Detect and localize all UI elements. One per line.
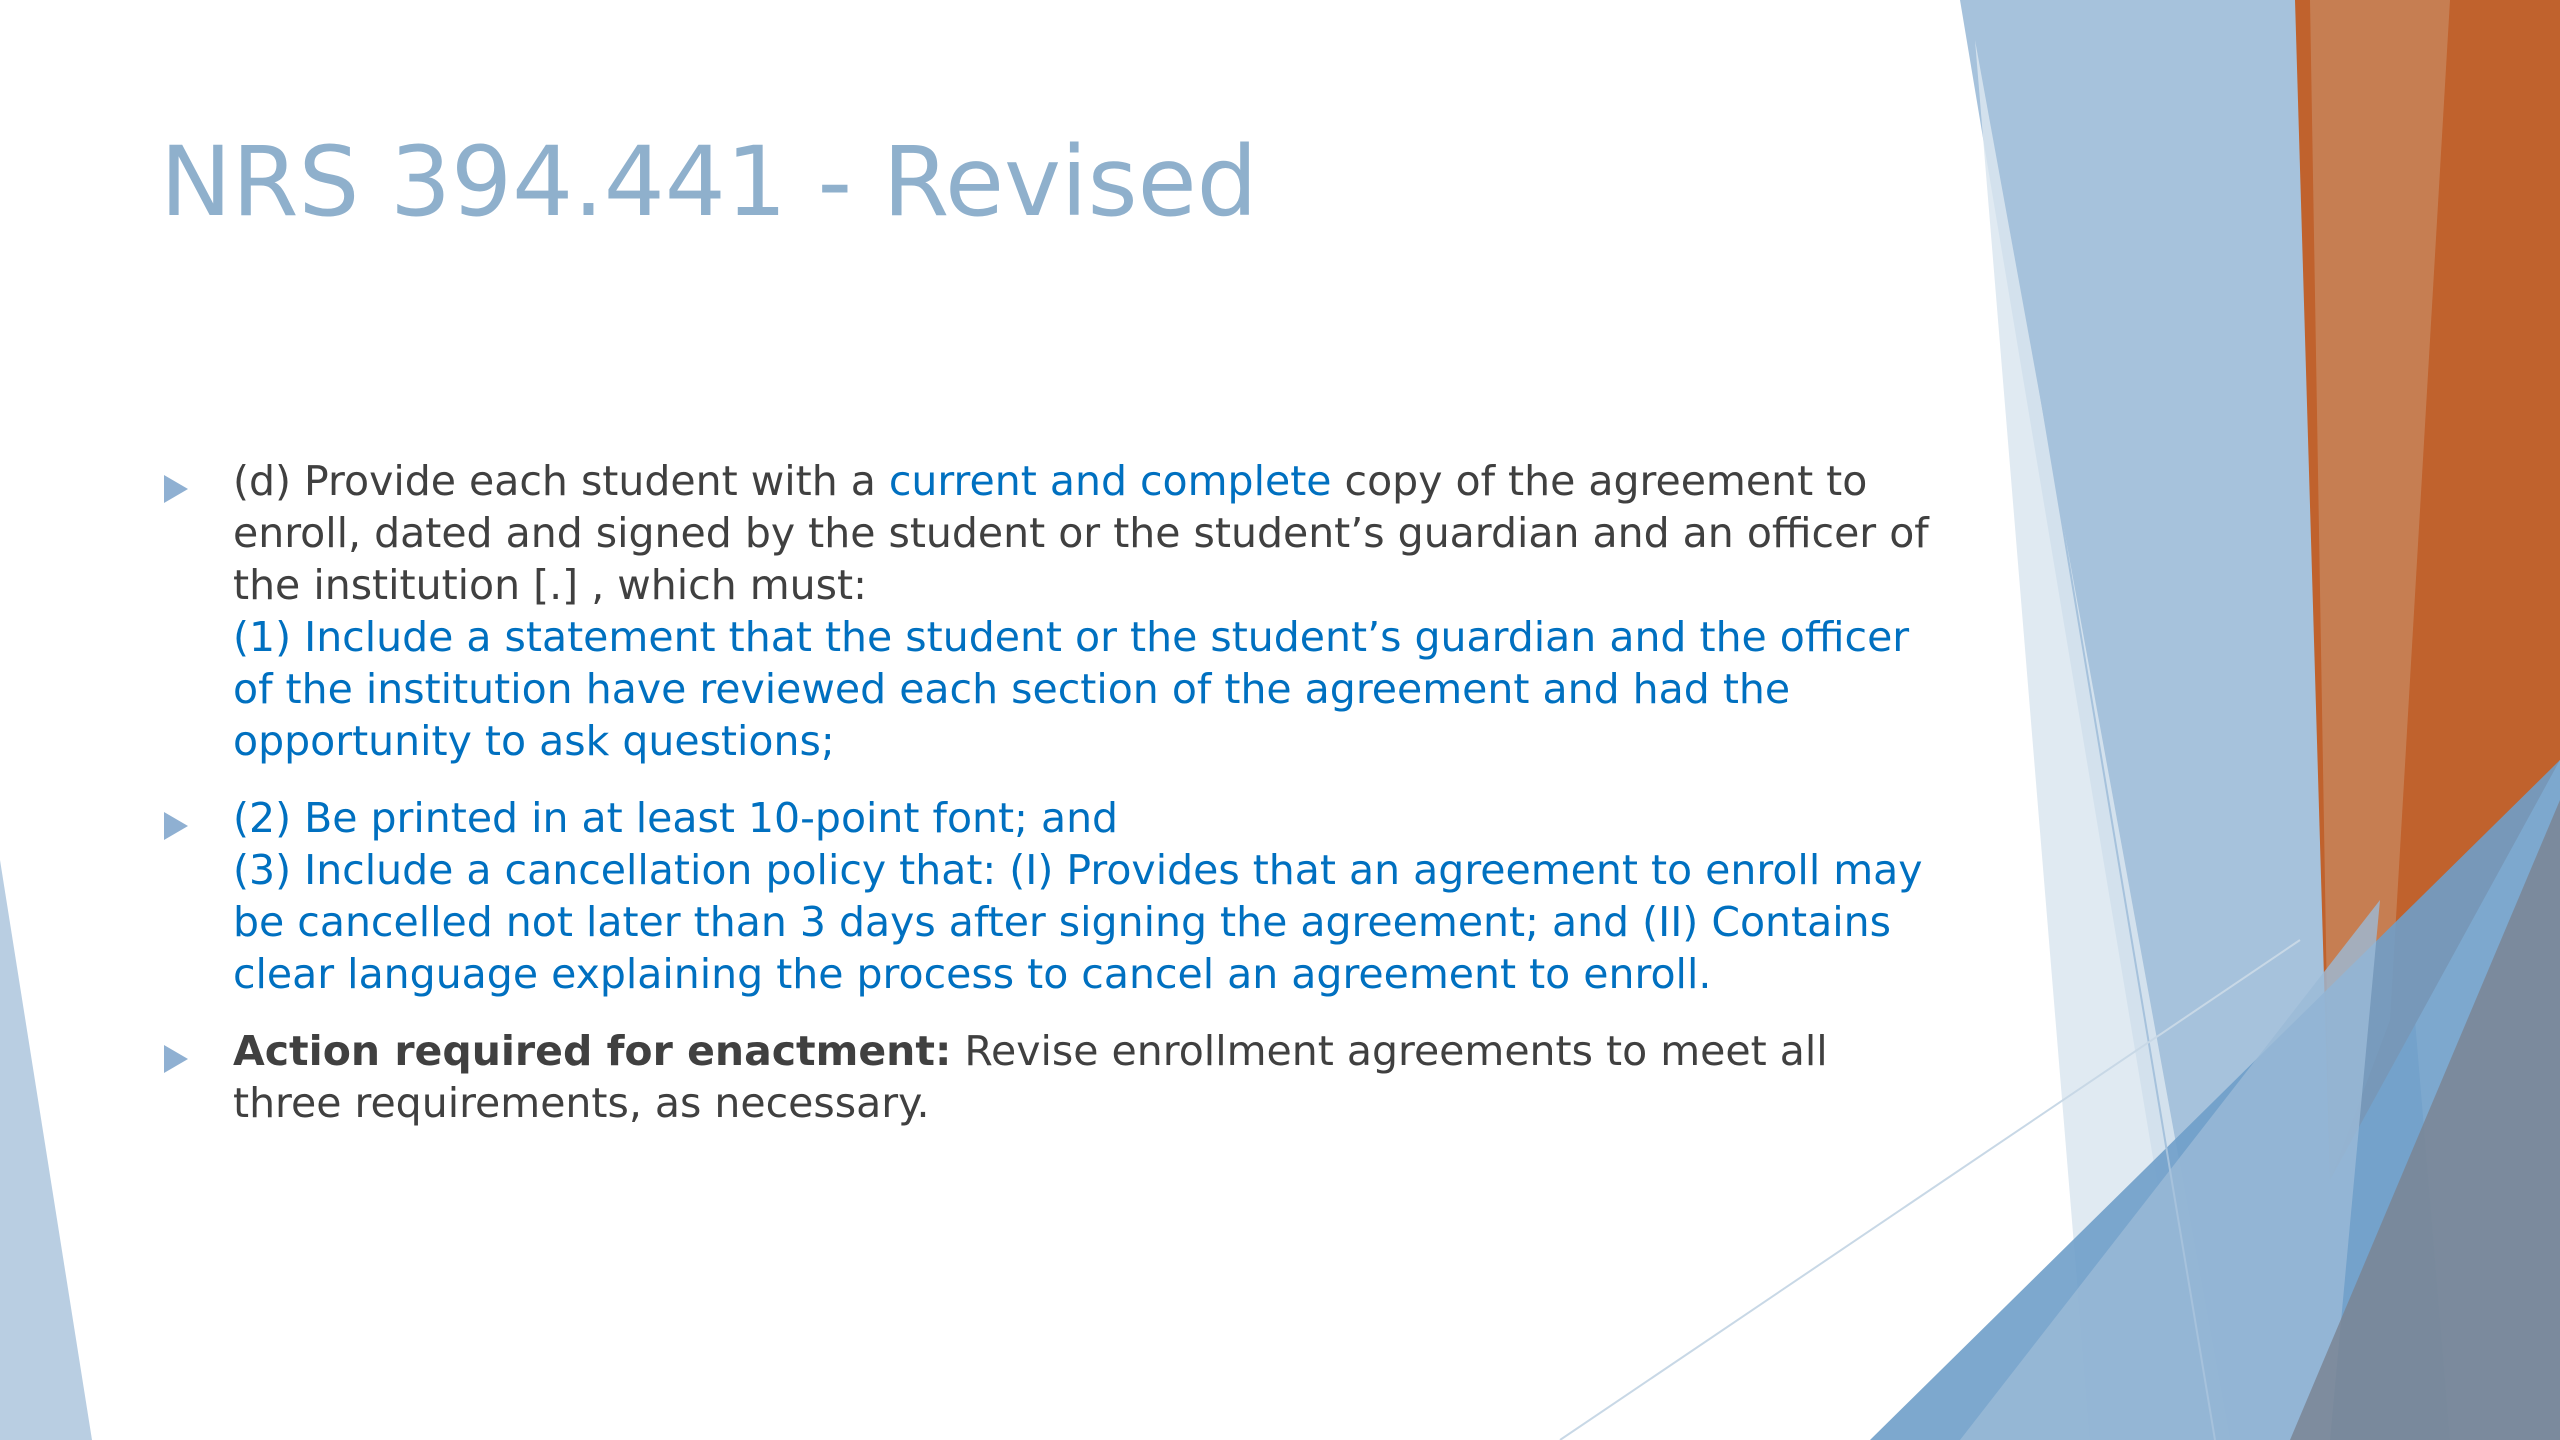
action-label: Action required for enactment: xyxy=(233,1027,952,1075)
bullet-subparagraph: (3) Include a cancellation policy that: (I) Provides that an agreement to enroll may be cancelled not later than 3 days after signing the agreement; and (II) Contains clear language explaining the process to cancel an agreement to enroll. xyxy=(233,846,1923,998)
bullet-arrow-icon xyxy=(164,475,188,503)
left-accent-shape xyxy=(0,860,92,1440)
action-text: Revise enrollment agreements to meet all three requirements, as necessary. xyxy=(233,1027,1828,1127)
bullet-item xyxy=(160,792,1930,1000)
bullet-subparagraph: (1) Include a statement that the student or the student’s guardian and the officer of the institution have reviewed each section of the agreement and had the opportunity to ask questions; xyxy=(233,613,1910,765)
bullet-item xyxy=(160,455,1930,767)
bullet-arrow-icon xyxy=(164,1045,188,1073)
slide-title: NRS 394.441 - Revised xyxy=(160,126,1258,238)
bullet-arrow-icon xyxy=(164,812,188,840)
bullet-highlight-text: current and complete xyxy=(888,457,1332,505)
bullet-paragraph xyxy=(233,455,1930,611)
slide-content xyxy=(160,455,1930,1154)
bullet-paragraph xyxy=(233,1025,1930,1129)
bullet-paragraph: (2) Be printed in at least 10-point font; and xyxy=(233,794,1119,842)
bullet-text: (d) Provide each student with a xyxy=(233,457,889,505)
bullet-text: copy of the agreement to enroll, dated and signed by the student or the student’s guardian and an officer of the institution [.] , which must: xyxy=(233,457,1929,609)
bullet-item xyxy=(160,1025,1930,1129)
